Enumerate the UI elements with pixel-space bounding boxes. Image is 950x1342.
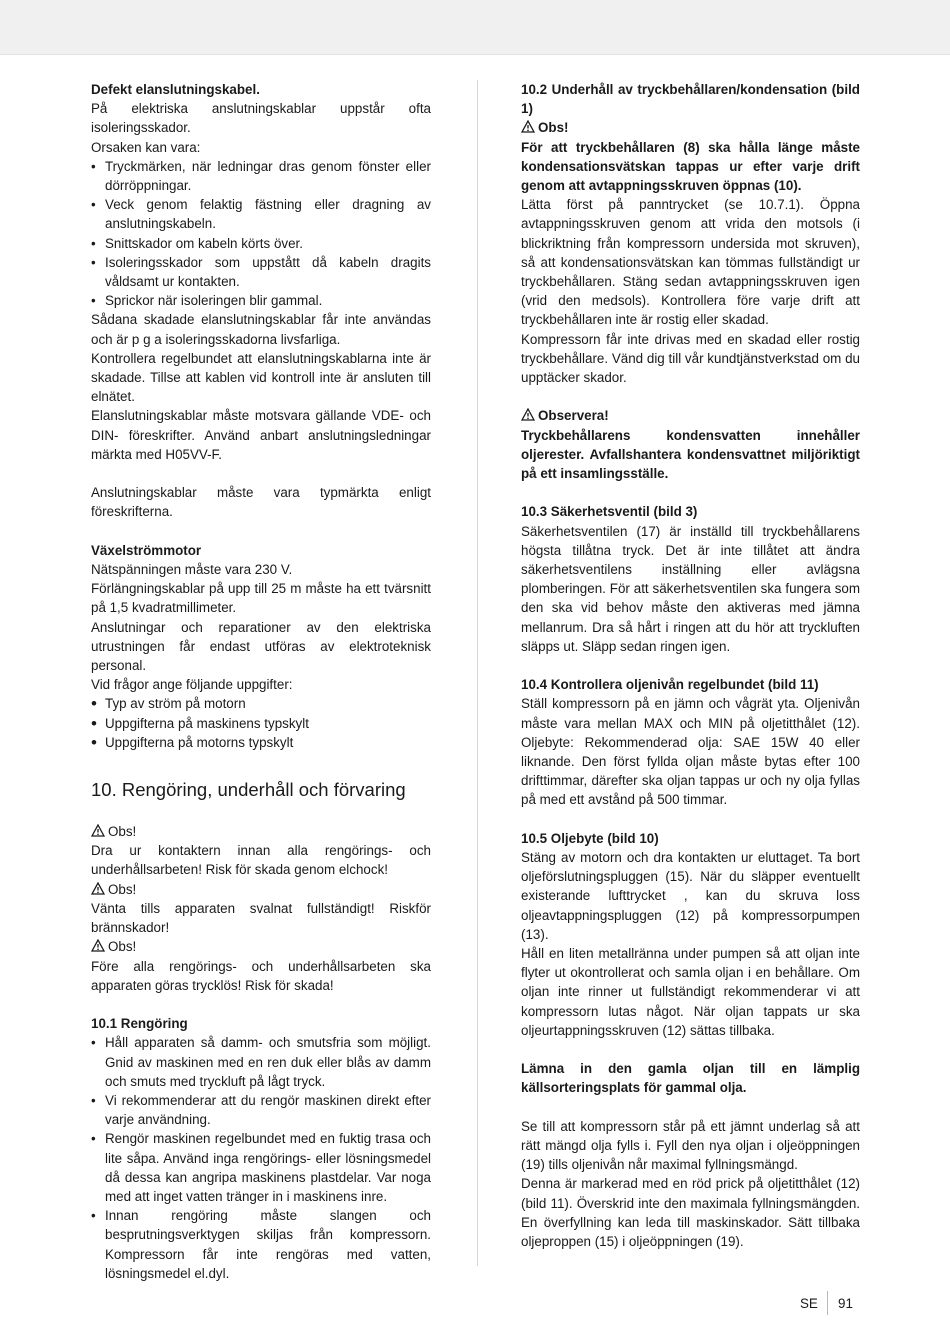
list-item: • Isoleringsskador som uppstått då kabeln dragits våldsamt ur kontakten. xyxy=(91,253,431,291)
paragraph: Före alla rengörings- och underhållsarbeten ska apparaten göras trycklös! Risk för skada! xyxy=(91,958,431,993)
paragraph: Denna är markerad med en röd prick på oljetitthålet (12) (bild 11). Överskrid inte den maximala fyllningsmängden. En överfyllning kan leda till maskinskador. Sätt tillbaka oljeproppen (15) i oljeöppningen (19). xyxy=(521,1176,860,1250)
obs-label: Obs! xyxy=(91,822,431,841)
warning-icon xyxy=(91,824,105,837)
paragraph: Nätspänningen måste vara 230 V. xyxy=(91,562,293,578)
paragraph: Lätta först på panntrycket (se 10.7.1). Öppna avtappningsskruven genom att vrida den motsols (i blickriktning från kompressorn undersida mot skruven), så att kondensationsvätskan kan tömmas fullständigt ur tryckbehållaren. Stäng sedan avtappningsskruven igen (vrid den medsols). Kontrollera före varje drift att tryckbehållaren inte är rostig eller skadad. xyxy=(521,197,860,328)
obs-label: Obs! xyxy=(521,118,860,137)
paragraph-bold: Tryckbehållarens kondensvatten innehåller oljerester. Avfallshantera kondensvattnet miljöriktigt på ett insamlingsställe. xyxy=(521,427,860,482)
paragraph: Dra ur kontaktern innan alla rengörings- och underhållsarbeten! Risk för skada genom elchock! xyxy=(91,843,431,878)
page-number: 91 xyxy=(838,1296,853,1311)
list-item: • Rengör maskinen regelbundet med en fuktig trasa och lite såpa. Använd inga rengörings- eller lösningsmedel då dessa kan angripa maskinens plastdelar. Var noga med att inget vatten tränger in i maskinens inre. xyxy=(91,1129,431,1206)
obs-label: Obs! xyxy=(91,937,431,956)
observera-label: Observera! xyxy=(521,406,860,425)
heading-10-2: 10.2 Underhåll av tryckbehållaren/kondensation (bild 1) xyxy=(521,82,860,117)
list-item: • Håll apparaten så damm- och smutsfria som möjligt. Gnid av maskinen med en ren duk eller blås av damm och smuts med tryckluft på lågt tryck. xyxy=(91,1033,431,1091)
paragraph: Sådana skadade elanslutningskablar får inte användas och är p g a isoleringsskadorna livsfarliga. xyxy=(91,312,431,347)
left-column xyxy=(91,80,431,1283)
paragraph: Orsaken kan vara: xyxy=(91,139,201,155)
list-item: • Veck genom felaktig fästning eller dragning av anslutningskabeln. xyxy=(91,195,431,233)
paragraph: Anslutningar och reparationer av den elektriska utrustningen får endast utföras av elektroteknisk personal. xyxy=(91,619,431,674)
paragraph: Håll en liten metallränna under pumpen så att oljan inte flyter ut okontrollerat och samla oljan i en behållare. Om oljan inte rinner ut fullständigt rekommenderar vi att kompressorn lutas något. När oljan tappats ur ska oljeurtappningsskruven (12) sättas tillbaka. xyxy=(521,946,860,1038)
warning-icon xyxy=(521,120,535,133)
paragraph: Ställ kompressorn på en jämn och vågrät yta. Oljenivån måste vara mellan MAX och MIN på oljetitthålet (12). Oljebyte: Rekommenderad olja: SAE 15W 40 eller liknande. Den först fyllda oljan måste bytas efter 100 drifttimmar, därefter ska oljan tappas ur och ny olja fyllas på med ett avstånd på 500 timmar. xyxy=(521,696,860,808)
list-item: • Typ av ström på motorn xyxy=(91,694,431,713)
list-item: • Uppgifterna på maskinens typskylt xyxy=(91,714,431,733)
warning-icon xyxy=(91,939,105,952)
heading-10-3: 10.3 Säkerhetsventil (bild 3) xyxy=(521,504,698,520)
list-item: • Uppgifterna på motorns typskylt xyxy=(91,733,431,752)
section-heading-10: 10. Rengöring, underhåll och förvaring xyxy=(91,779,406,801)
language-code: SE xyxy=(800,1296,818,1311)
list-item: • Vi rekommenderar att du rengör maskinen direkt efter varje användning. xyxy=(91,1091,431,1129)
paragraph-bold: För att tryckbehållaren (8) ska hålla länge måste kondensationsvätskan tappas ur efter varje drift genom att avtappningsskruven öppnas (10). xyxy=(521,139,860,194)
paragraph: Vänta tills apparaten svalnat fullständigt! Riskför brännskador! xyxy=(91,900,431,936)
paragraph: Kontrollera regelbundet att elanslutningskablarna inte är skadade. Tillse att kablen vid kontroll inte är ansluten till elnätet. xyxy=(91,350,431,405)
paragraph: På elektriska anslutningskablar uppstår ofta isoleringsskador. xyxy=(91,101,431,136)
paragraph: Förlängningskablar på upp till 25 m måste ha ett tvärsnitt på 1,5 kvadratmillimeter. xyxy=(91,581,431,616)
paragraph-bold: Lämna in den gamla oljan till en lämplig källsorteringsplats för gammal olja. xyxy=(521,1061,860,1096)
paragraph: Kompressorn får inte drivas med en skadad eller rostig tryckbehållare. Vänd dig till vår kundtjänstverkstad om du upptäcker skador. xyxy=(521,331,860,386)
heading-vaxelstrommotor: Växelströmmotor xyxy=(91,542,202,558)
paragraph: Elanslutningskablar måste motsvara gällande VDE- och DIN- föreskrifter. Använd anbart anslutningsledningar märkta med H05VV-F. xyxy=(91,408,431,462)
warning-icon xyxy=(521,408,535,421)
list-item: • Innan rengöring måste slangen och besprutningsverktygen skiljas från kompressorn. Kompressorn får inte rengöras med vatten, lösningsmedel el.dyl. xyxy=(91,1206,431,1283)
bullet-list-cleaning xyxy=(91,1033,431,1283)
top-bar xyxy=(0,0,950,55)
paragraph: Vid frågor ange följande uppgifter: xyxy=(91,677,293,693)
bullet-list-causes xyxy=(91,157,431,311)
paragraph: Anslutningskablar måste vara typmärkta enligt föreskrifterna. xyxy=(91,485,431,520)
paragraph: Se till att kompressorn står på ett jämnt underlag så att rätt mängd olja fylls i. Fyll den nya oljan i oljeöppningen (19) tills oljenivån når maximal fyllningsmängd. xyxy=(521,1118,860,1173)
list-item: • Tryckmärken, när ledningar dras genom fönster eller dörröppningar. xyxy=(91,157,431,195)
heading-10-5: 10.5 Oljebyte (bild 10) xyxy=(521,830,659,846)
right-column xyxy=(521,80,860,1251)
list-item: • Sprickor när isoleringen blir gammal. xyxy=(91,291,431,310)
heading-defekt-kabel: Defekt elanslutningskabel. xyxy=(91,82,260,97)
bullet-list-info xyxy=(91,694,431,752)
column-divider xyxy=(477,80,478,1266)
paragraph: Säkerhetsventilen (17) är inställd till tryckbehållarens högsta tillåtna tryck. Det är inte tillåtet att ändra säkerhetsventilens inställning eller avlägsna plomberingen. För att säkerhetsventilen ska fungera som den ska vid behov måste den aktiveras med jämna mellanrum. Dra så hårt i ringen att du hör att tryckluften släpps ut. Släpp sedan ringen igen. xyxy=(521,523,860,654)
obs-label: Obs! xyxy=(91,880,431,899)
footer-divider xyxy=(827,1291,828,1315)
page-footer xyxy=(0,1294,950,1318)
paragraph: Stäng av motorn och dra kontakten ur eluttaget. Ta bort oljeförslutningspluggen (15). När du släpper eventuellt existerande lufttrycket , kan du skruva loss oljeavtappningspluggen (12) på kompressorpumpen (13). xyxy=(521,850,860,942)
heading-10-1: 10.1 Rengöring xyxy=(91,1016,188,1032)
warning-icon xyxy=(91,882,105,895)
heading-10-4: 10.4 Kontrollera oljenivån regelbundet (bild 11) xyxy=(521,677,819,693)
list-item: • Snittskador om kabeln körts över. xyxy=(91,234,431,253)
